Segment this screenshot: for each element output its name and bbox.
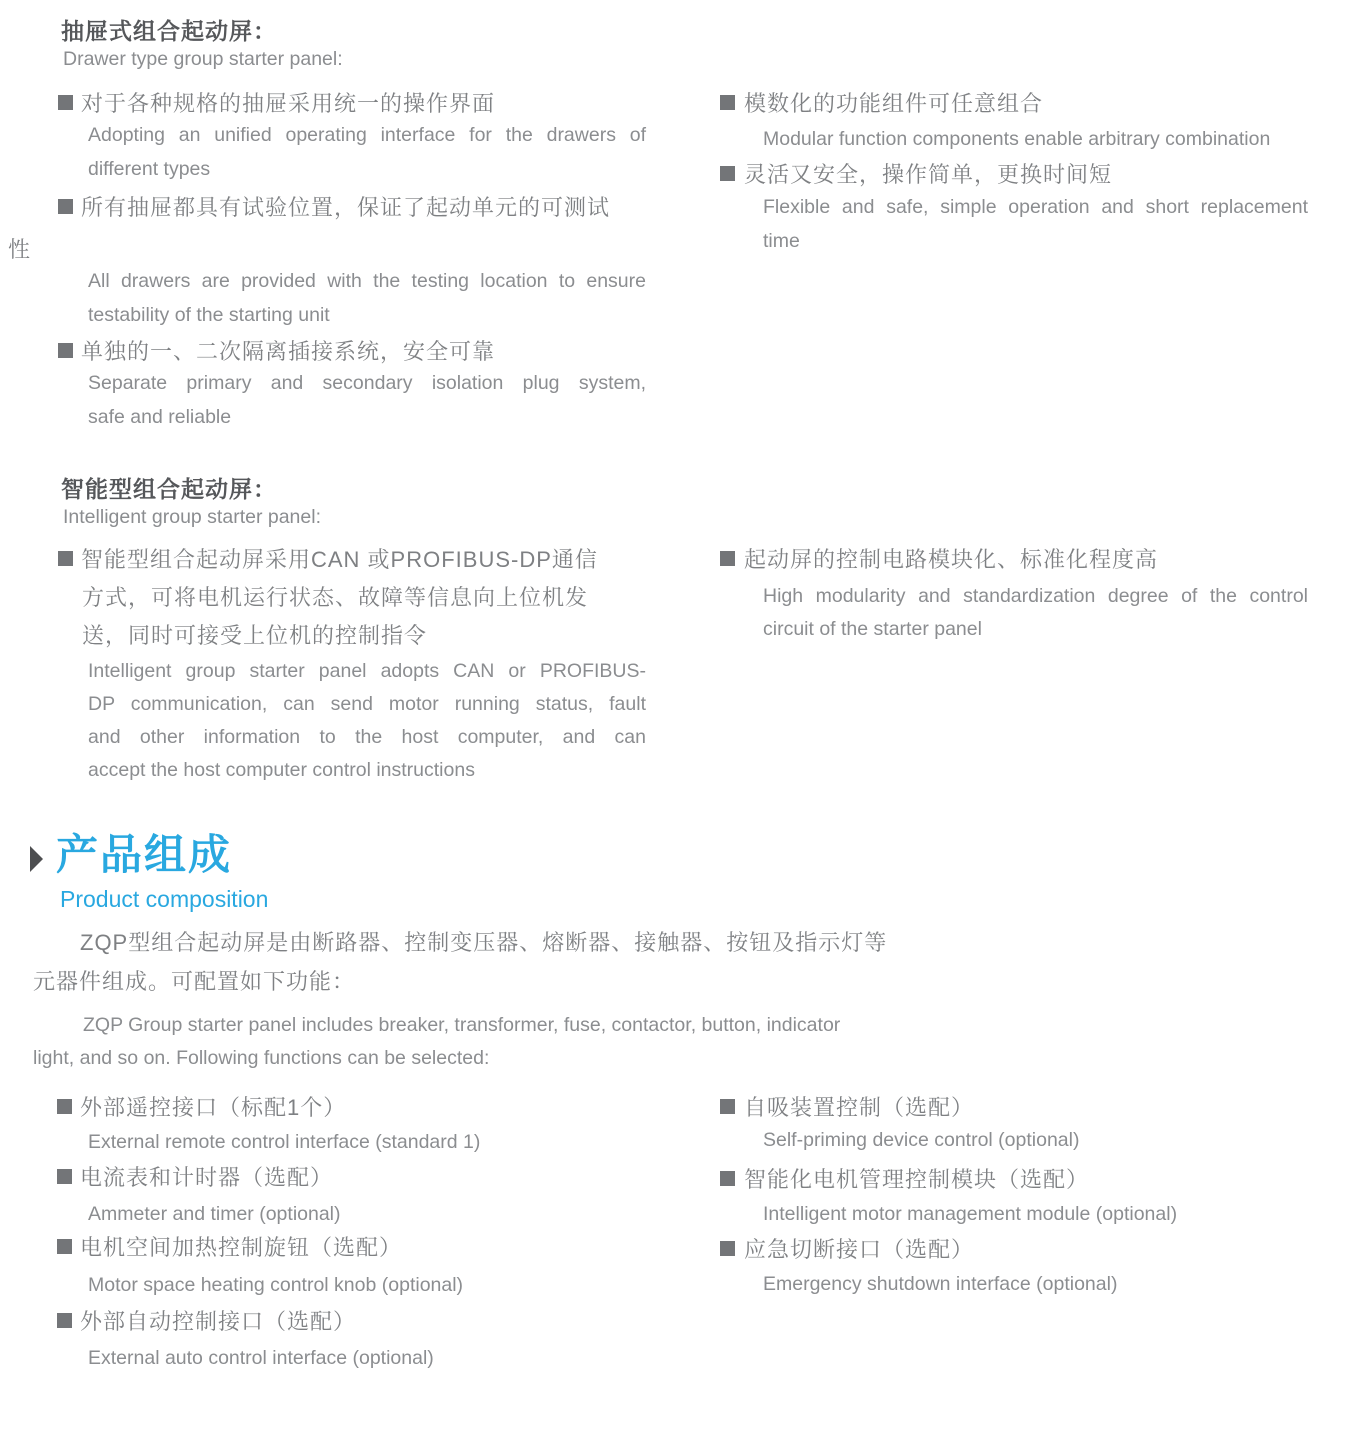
bullet-en-line: Intelligent motor management module (optional) bbox=[763, 1203, 1178, 1225]
bullet-cn-text: 起动屏的控制电路模块化、标准化程度高 bbox=[744, 547, 1159, 572]
bullet-en-line: Flexible and safe, simple operation and short replacement bbox=[763, 196, 1308, 218]
bullet-item bbox=[720, 1166, 1089, 1194]
bullet-en-line: Emergency shutdown interface (optional) bbox=[763, 1273, 1118, 1295]
bullet-square-icon bbox=[720, 1099, 735, 1114]
bullet-item bbox=[57, 1164, 333, 1192]
bullet-square-icon bbox=[720, 551, 735, 566]
bullet-en-line: All drawers are provided with the testing location to ensure bbox=[88, 270, 646, 292]
bullet-item bbox=[720, 90, 1043, 118]
bullet-square-icon bbox=[58, 551, 73, 566]
bullet-square-icon bbox=[720, 166, 735, 181]
bullet-square-icon bbox=[720, 1241, 735, 1256]
bullet-cn-text: 电机空间加热控制旋钮（选配） bbox=[80, 1235, 403, 1260]
bullet-en-line: circuit of the starter panel bbox=[763, 618, 982, 640]
bullet-item bbox=[720, 161, 1112, 189]
composition-paragraph-en-line: light, and so on. Following functions can be selected: bbox=[33, 1047, 490, 1069]
bullet-cn-line: 送，同时可接受上位机的控制指令 bbox=[82, 623, 428, 648]
bullet-en-line: Separate primary and secondary isolation plug system, bbox=[88, 372, 646, 394]
bullet-square-icon bbox=[57, 1239, 72, 1254]
bullet-cn-text: 电流表和计时器（选配） bbox=[80, 1165, 334, 1190]
bullet-cn-text: 外部遥控接口（标配1个） bbox=[80, 1095, 347, 1120]
bullet-en-line: Self-priming device control (optional) bbox=[763, 1129, 1080, 1151]
bullet-item bbox=[720, 1094, 974, 1122]
product-composition-title-en: Product composition bbox=[60, 886, 269, 912]
section-arrow-icon bbox=[30, 846, 43, 872]
bullet-en-line: Motor space heating control knob (optional) bbox=[88, 1274, 464, 1296]
bullet-en-line: Modular function components enable arbitrary combination bbox=[763, 128, 1271, 150]
bullet-en-line: DP communication, can send motor running status, fault bbox=[88, 693, 646, 715]
drawer-section-title-cn: 抽屉式组合起动屏： bbox=[61, 18, 277, 44]
composition-paragraph-cn-line: ZQP型组合起动屏是由断路器、控制变压器、熔断器、接触器、按钮及指示灯等 bbox=[80, 930, 888, 955]
bullet-item bbox=[58, 338, 495, 366]
bullet-square-icon bbox=[57, 1099, 72, 1114]
bullet-square-icon bbox=[720, 1171, 735, 1186]
bullet-item bbox=[720, 1236, 974, 1264]
composition-paragraph-cn-line: 元器件组成。可配置如下功能： bbox=[33, 969, 356, 994]
bullet-square-icon bbox=[57, 1169, 72, 1184]
bullet-cn-text: 单独的一、二次隔离插接系统，安全可靠 bbox=[81, 339, 496, 364]
bullet-cn-text: 外部自动控制接口（选配） bbox=[80, 1309, 357, 1334]
bullet-square-icon bbox=[58, 199, 73, 214]
bullet-cn-text: 智能型组合起动屏采用CAN 或PROFIBUS-DP通信 bbox=[81, 547, 598, 572]
bullet-en-line: safe and reliable bbox=[88, 406, 232, 428]
bullet-item bbox=[57, 1094, 346, 1122]
bullet-en-line: accept the host computer control instructions bbox=[88, 759, 475, 781]
intelligent-section-title-en: Intelligent group starter panel: bbox=[63, 506, 321, 528]
product-composition-title-cn: 产品组成 bbox=[56, 831, 233, 878]
composition-paragraph-en-line: ZQP Group starter panel includes breaker, transformer, fuse, contactor, button, indicator bbox=[83, 1014, 841, 1036]
bullet-item bbox=[57, 1308, 356, 1336]
bullet-cn-text: 所有抽屉都具有试验位置，保证了起动单元的可测试 bbox=[81, 195, 611, 220]
bullet-item bbox=[58, 546, 598, 574]
bullet-item bbox=[57, 1234, 402, 1262]
bullet-en-line: Ammeter and timer (optional) bbox=[88, 1203, 341, 1225]
bullet-cn-text: 模数化的功能组件可任意组合 bbox=[744, 91, 1044, 116]
bullet-cn-text: 自吸装置控制（选配） bbox=[744, 1095, 975, 1120]
bullet-cn-line: 方式，可将电机运行状态、故障等信息向上位机发 bbox=[82, 585, 589, 610]
bullet-en-line: External remote control interface (standard 1) bbox=[88, 1131, 481, 1153]
bullet-en-line: and other information to the host computer, and can bbox=[88, 726, 646, 748]
bullet-cn-text: 智能化电机管理控制模块（选配） bbox=[744, 1167, 1090, 1192]
intelligent-section-title-cn: 智能型组合起动屏： bbox=[61, 476, 277, 502]
bullet-square-icon bbox=[58, 343, 73, 358]
bullet-item bbox=[58, 194, 610, 222]
bullet-square-icon bbox=[57, 1313, 72, 1328]
bullet-square-icon bbox=[720, 95, 735, 110]
bullet-en-line: External auto control interface (optional) bbox=[88, 1347, 434, 1369]
drawer-section-title-en: Drawer type group starter panel: bbox=[63, 48, 343, 70]
bullet-square-icon bbox=[58, 95, 73, 110]
bullet-en-line: testability of the starting unit bbox=[88, 304, 330, 326]
bullet-en-line: Intelligent group starter panel adopts CAN or PROFIBUS- bbox=[88, 660, 646, 682]
bullet-en-line: time bbox=[763, 230, 800, 252]
bullet-cn-text: 对于各种规格的抽屉采用统一的操作界面 bbox=[81, 91, 496, 116]
bullet-item bbox=[58, 90, 495, 118]
bullet-en-line: different types bbox=[88, 158, 211, 180]
bullet-cn-text: 应急切断接口（选配） bbox=[744, 1237, 975, 1262]
bullet-en-line: High modularity and standardization degree of the control bbox=[763, 585, 1308, 607]
bullet-cn-text: 灵活又安全，操作简单，更换时间短 bbox=[744, 162, 1113, 187]
bullet-cn-overflow-char: 性 bbox=[8, 237, 32, 262]
bullet-item bbox=[720, 546, 1158, 574]
bullet-en-line: Adopting an unified operating interface for the drawers of bbox=[88, 124, 646, 146]
